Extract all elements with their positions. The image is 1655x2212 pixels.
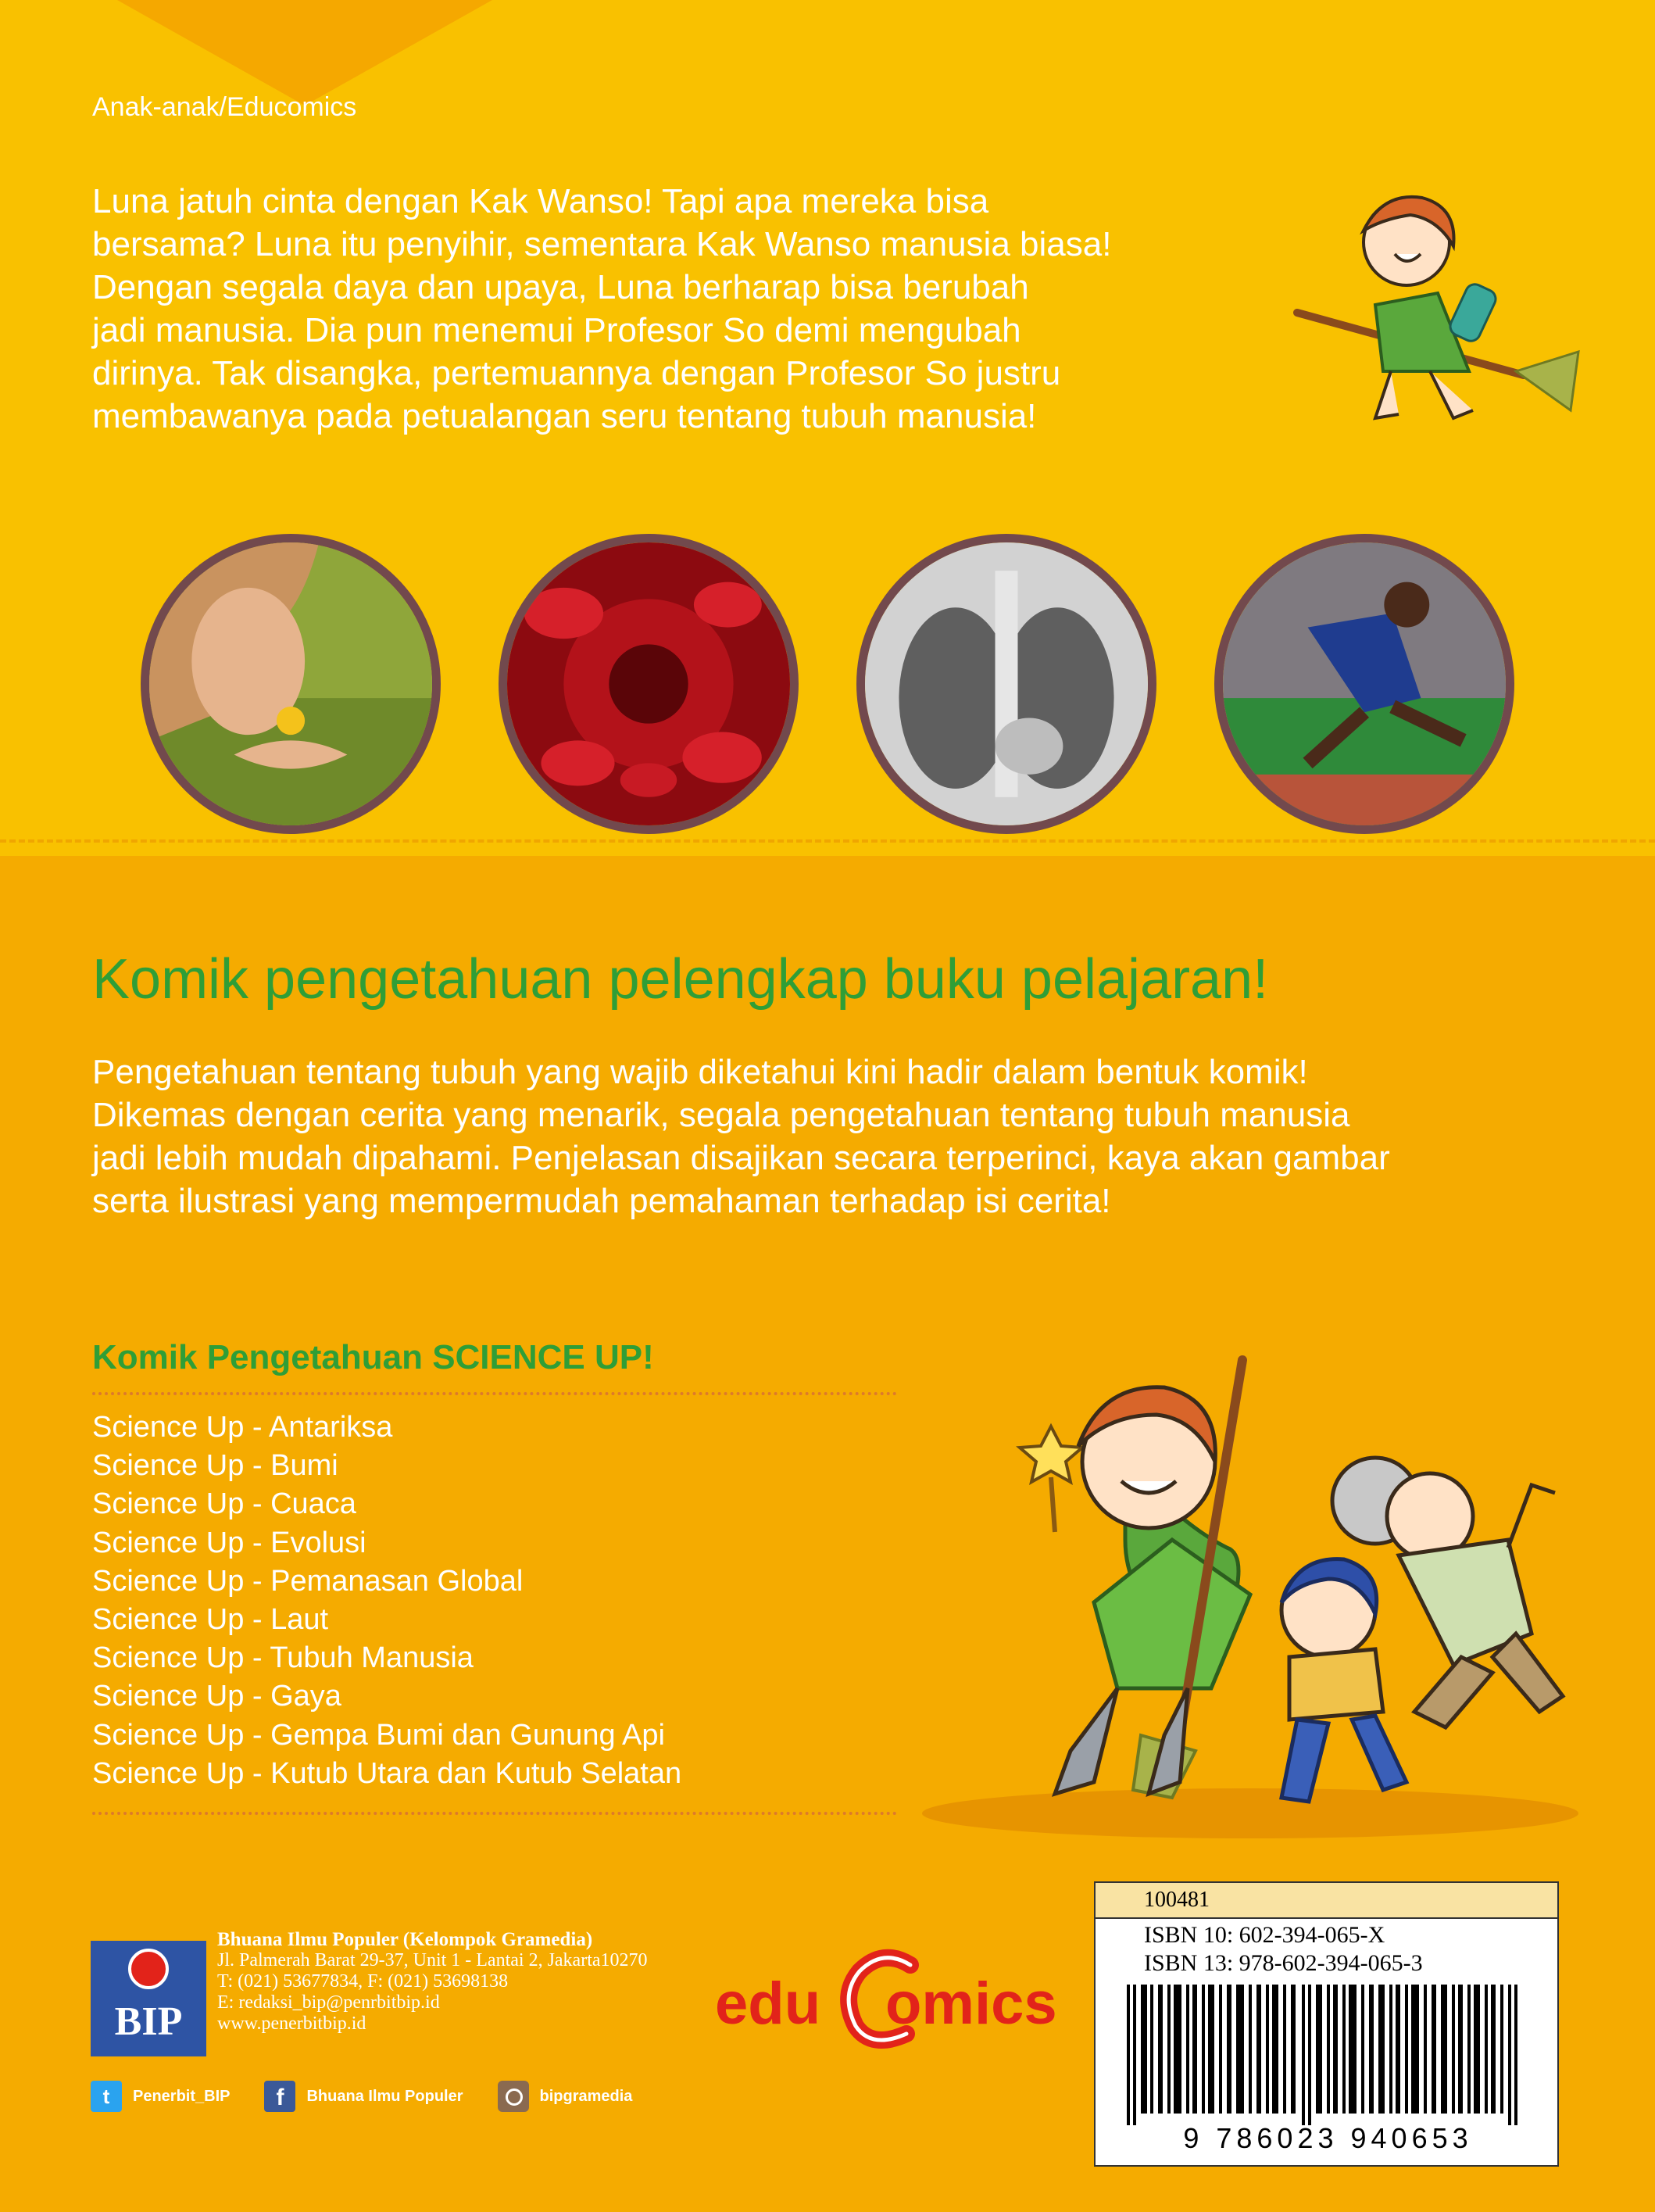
- series-item: Science Up - Gaya: [92, 1680, 341, 1713]
- barcode-box: [1094, 1881, 1559, 2167]
- synopsis-line: bersama? Luna itu penyihir, sementara Kak Wanso manusia biasa!: [92, 225, 1112, 263]
- top-tab-decoration: [117, 0, 492, 106]
- twitter-icon: t: [91, 2081, 122, 2112]
- publisher-website: www.penerbitbip.id: [217, 2013, 366, 2034]
- publisher-phone: T: (021) 53677834, F: (021) 53698138: [217, 1971, 509, 1992]
- twitter-handle[interactable]: Penerbit_BIP: [133, 2087, 231, 2105]
- series-divider-bottom: [92, 1812, 897, 1815]
- synopsis-line: membawanya pada petualangan seru tentang tubuh manusia!: [92, 397, 1037, 435]
- series-item: Science Up - Bumi: [92, 1449, 338, 1483]
- description-line: Dikemas dengan cerita yang menarik, segala pengetahuan tentang tubuh manusia: [92, 1096, 1350, 1134]
- series-item: Science Up - Antariksa: [92, 1411, 393, 1444]
- publisher-name: Bhuana Ilmu Populer (Kelompok Gramedia): [217, 1929, 593, 1950]
- publisher-email: E: redaksi_bip@penrbitbip.id: [217, 1992, 440, 2013]
- isbn-10: ISBN 10: 602-394-065-X: [1144, 1922, 1385, 1948]
- tagline: Komik pengetahuan pelengkap buku pelajaran!: [92, 948, 1269, 1011]
- bip-logo: [91, 1941, 206, 2056]
- publisher-address: Jl. Palmerah Barat 29-37, Unit 1 - Lantai 2, Jakarta10270: [217, 1950, 648, 1970]
- facebook-icon: f: [264, 2081, 295, 2112]
- series-list: [92, 1408, 681, 1793]
- educomics-logo-text-edu: edu: [715, 1970, 821, 2037]
- description-line: jadi lebih mudah dipahami. Penjelasan disajikan secara terperinci, kaya akan gambar: [92, 1139, 1390, 1177]
- section-divider: [0, 839, 1655, 843]
- category-label: Anak-anak/Educomics: [92, 92, 357, 122]
- series-divider-top: [92, 1392, 897, 1395]
- series-item: Science Up - Evolusi: [92, 1526, 366, 1559]
- bip-logo-dot-icon: [128, 1949, 169, 1989]
- bip-logo-text: BIP: [114, 1999, 183, 2044]
- synopsis-line: jadi manusia. Dia pun menemui Profesor So demi mengubah: [92, 311, 1021, 349]
- educomics-logo-text-omics: omics: [885, 1970, 1057, 2037]
- instagram-handle[interactable]: bipgramedia: [539, 2087, 633, 2105]
- synopsis-line: Dengan segala daya dan upaya, Luna berharap bisa berubah: [92, 268, 1029, 306]
- series-item: Science Up - Cuaca: [92, 1487, 356, 1521]
- publisher-info: [217, 1929, 648, 2035]
- series-item: Science Up - Tubuh Manusia: [92, 1641, 474, 1675]
- isbn-13: ISBN 13: 978-602-394-065-3: [1144, 1950, 1423, 1976]
- barcode-bars: [1127, 1985, 1529, 2125]
- series-item: Science Up - Pemanasan Global: [92, 1564, 524, 1598]
- characters-illustration: [914, 1344, 1602, 1845]
- facebook-page[interactable]: Bhuana Ilmu Populer: [306, 2087, 463, 2105]
- educomics-logo: [715, 1948, 1057, 2049]
- series-item: Science Up - Gempa Bumi dan Gunung Api: [92, 1718, 665, 1752]
- barcode-code: 100481: [1144, 1888, 1210, 1912]
- barcode-digits: 9 786023 940653: [1183, 2122, 1473, 2154]
- photo-chest-xray: [856, 534, 1156, 834]
- description-line: serta ilustrasi yang mempermudah pemahaman terhadap isi cerita!: [92, 1182, 1111, 1220]
- series-item: Science Up - Laut: [92, 1603, 329, 1637]
- instagram-icon: [498, 2081, 529, 2112]
- photo-sprinter: [1214, 534, 1514, 834]
- series-title: Komik Pengetahuan SCIENCE UP!: [92, 1338, 654, 1376]
- synopsis-line: dirinya. Tak disangka, pertemuannya dengan Profesor So justru: [92, 354, 1061, 392]
- luna-broom-illustration: [1289, 176, 1586, 442]
- photo-red-blood-cells: [499, 534, 799, 834]
- synopsis-text: [92, 180, 1311, 438]
- synopsis-line: Luna jatuh cinta dengan Kak Wanso! Tapi apa mereka bisa: [92, 182, 989, 220]
- series-item: Science Up - Kutub Utara dan Kutub Selatan: [92, 1756, 682, 1790]
- photo-girl-smelling-flower: [141, 534, 441, 834]
- description-line: Pengetahuan tentang tubuh yang wajib diketahui kini hadir dalam bentuk komik!: [92, 1053, 1308, 1091]
- description-text: [92, 1051, 1436, 1222]
- social-row: [91, 2081, 632, 2112]
